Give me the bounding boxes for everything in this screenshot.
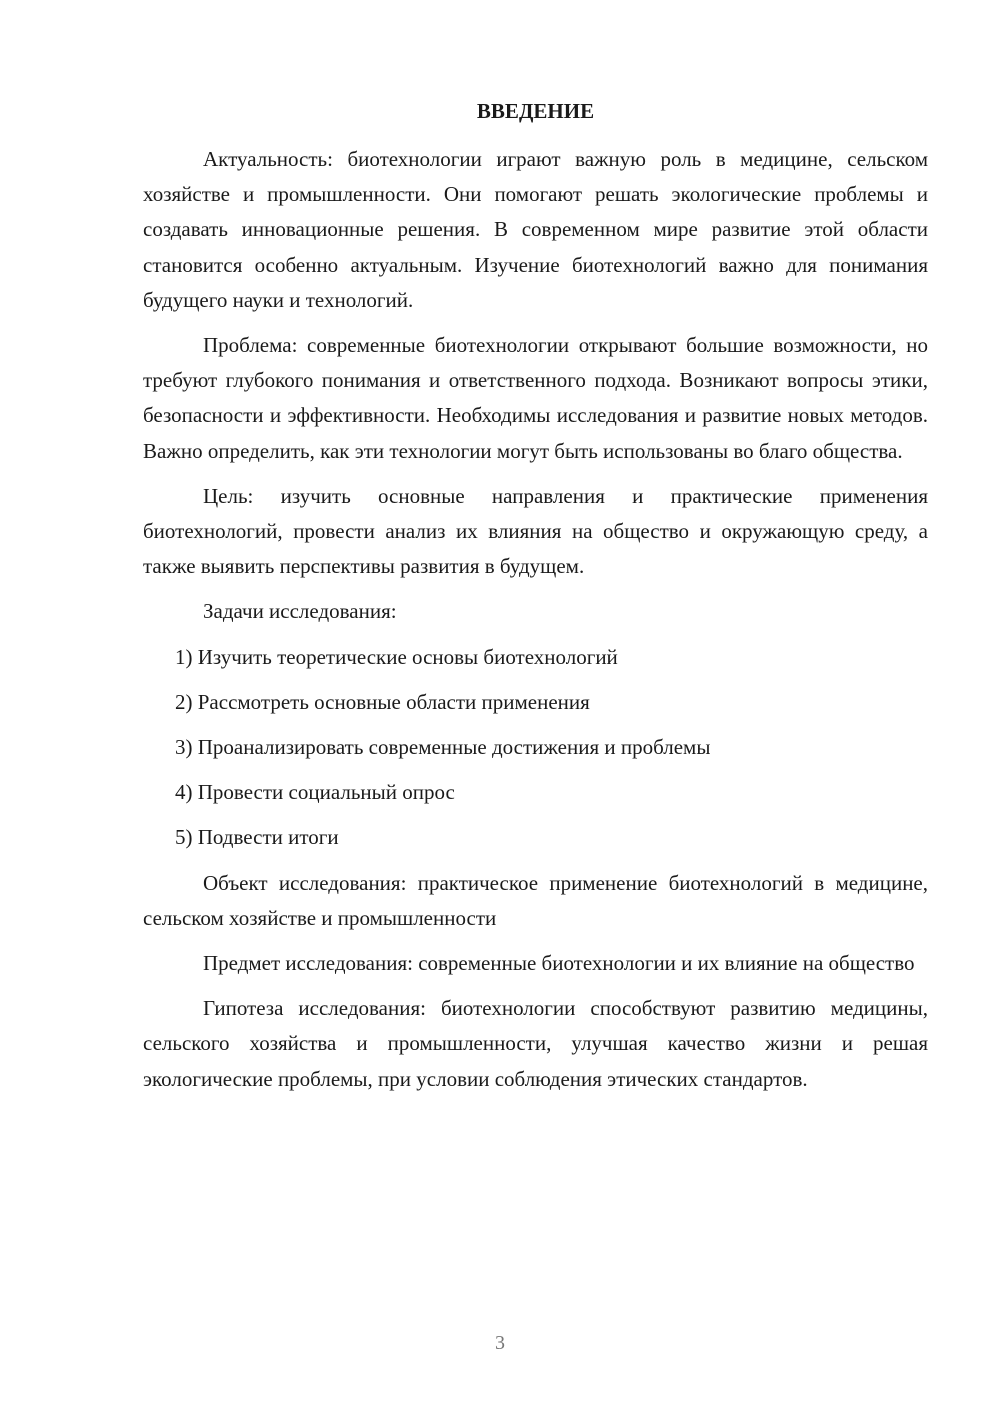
list-item: 3) Проанализировать современные достижения и проблемы [175,735,711,760]
document-body [143,142,928,1107]
section-title: ВВЕДЕНИЕ [476,99,595,123]
paragraph-object: Объект исследования: практическое применение биотехнологий в медицине, сельском хозяйстве и промышленности [143,870,928,930]
tasks-heading: Задачи исследования: [203,599,397,624]
paragraph-goal: Цель: изучить основные направления и практические применения биотехнологий, провести анализ их влияния на общество и окружающую среду, а также выявить перспективы развития в будущем. [143,483,928,579]
paragraph-relevance: Актуальность: биотехнологии играют важную роль в медицине, сельском хозяйстве и промышленности. Они помогают решать экологические проблемы и создавать инновационные решения. В современном мире развитие этой области становится особенно актуальным. Изучение биотехнологий важно для понимания будущего науки и технологий. [143,147,928,312]
paragraph-subject: Предмет исследования: современные биотехнологии и их влияние на общество [203,951,915,976]
paragraph-hypothesis: Гипотеза исследования: биотехнологии способствуют развитию медицины, сельского хозяйства и промышленности, улучшая качество жизни и решая экологические проблемы, при условии соблюдения этических стандартов. [143,996,928,1091]
list-item: 2) Рассмотреть основные области применения [175,689,590,714]
list-item: 1) Изучить теоретические основы биотехнологий [175,644,618,669]
page-number: 3 [495,1332,505,1354]
task-list [143,640,928,856]
list-item: 4) Провести социальный опрос [175,780,455,805]
list-item: 5) Подвести итоги [175,825,339,850]
paragraph-problem: Проблема: современные биотехнологии открывают большие возможности, но требуют глубокого понимания и ответственного подхода. Возникают вопросы этики, безопасности и эффективности. Необходимы исследования и развитие новых методов. Важно определить, как эти технологии могут быть использованы во благо общества. [143,333,928,463]
